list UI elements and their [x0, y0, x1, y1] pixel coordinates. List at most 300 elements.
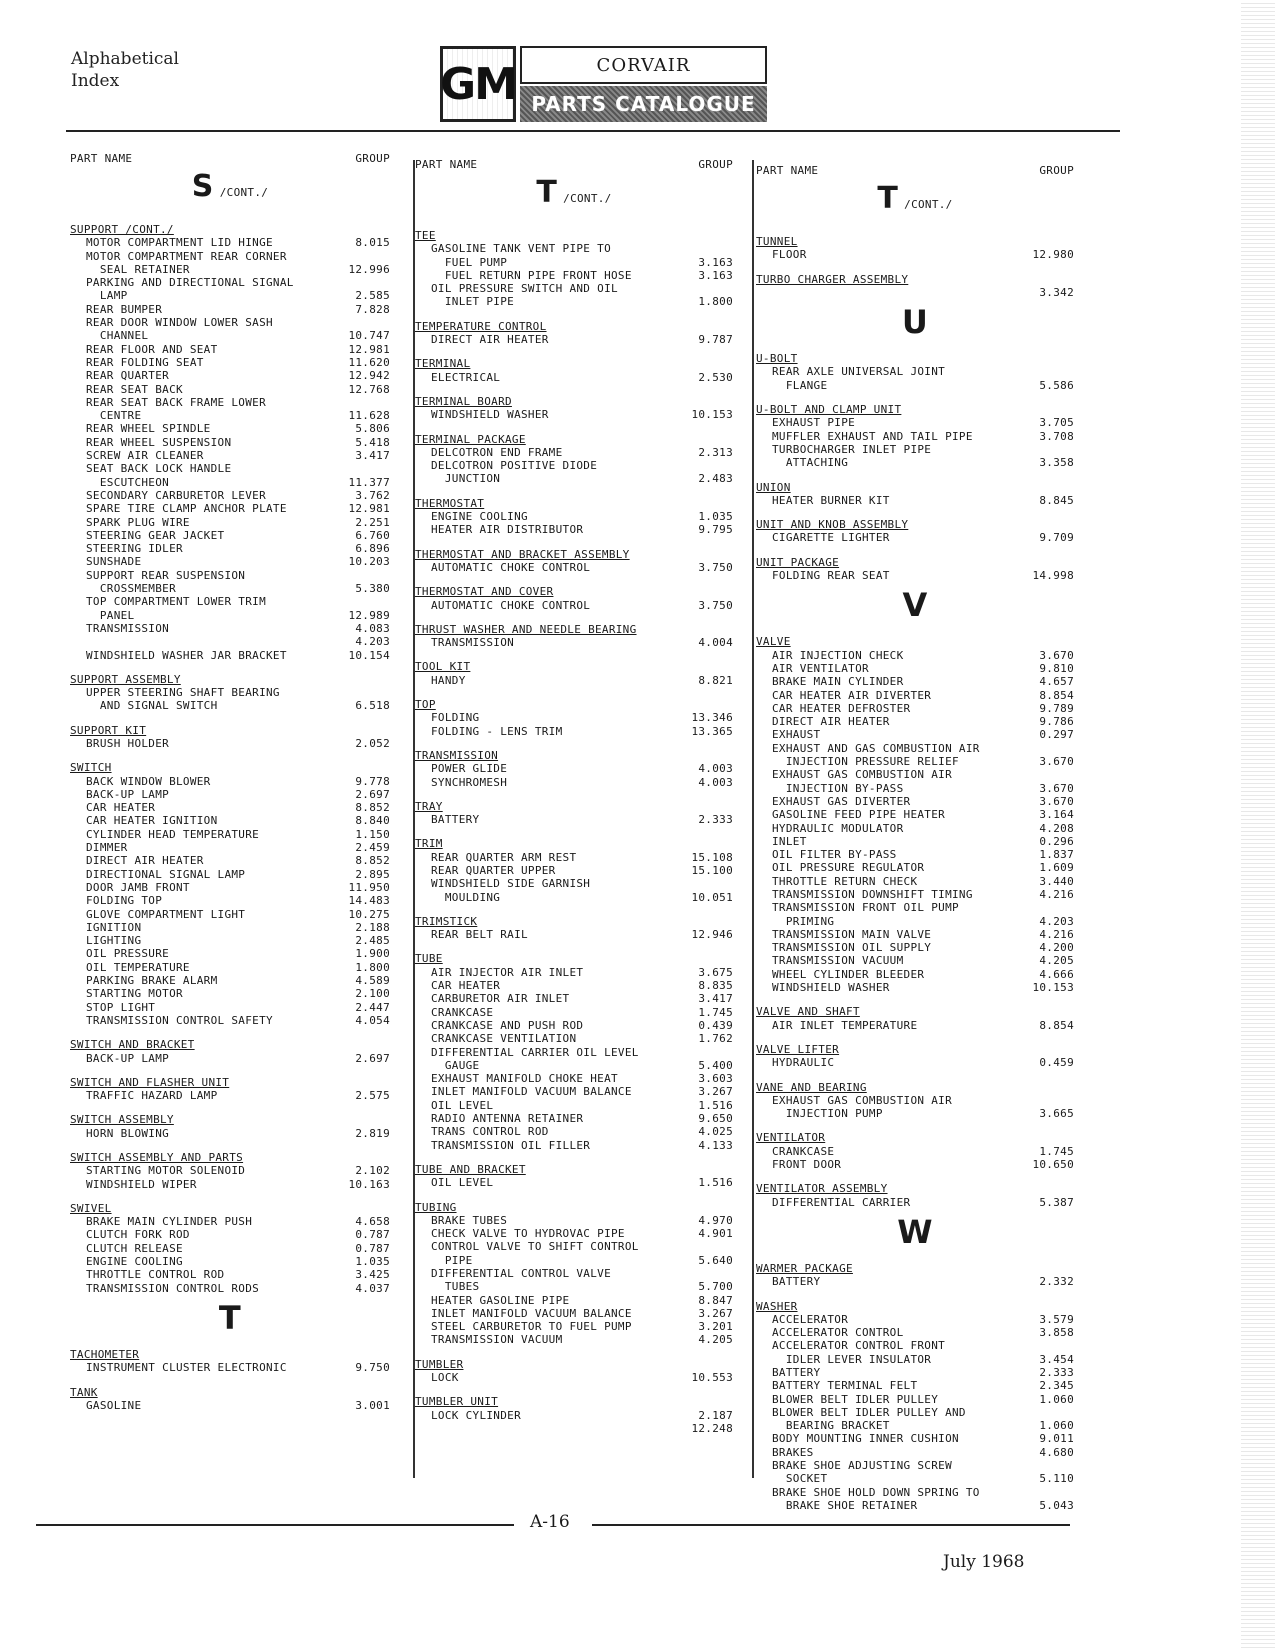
column-header	[70, 152, 390, 166]
index-row	[756, 888, 1074, 901]
section-letter	[70, 168, 390, 212]
part-name: MUFFLER EXHAUST AND TAIL PIPE	[772, 429, 973, 443]
group-number: 12.981	[348, 342, 390, 356]
part-name: BRAKE MAIN CYLINDER PUSH	[86, 1215, 253, 1229]
group-number	[334, 686, 390, 699]
index-row	[415, 269, 733, 282]
index-row	[70, 396, 390, 409]
index-row	[415, 966, 733, 979]
part-name: HYDRAULIC MODULATOR	[772, 821, 904, 835]
part-name: GAUGE	[431, 1058, 480, 1072]
index-row	[756, 1196, 1074, 1209]
group-number	[1018, 365, 1074, 378]
group-number: 4.025	[698, 1125, 733, 1139]
group-number	[1018, 1406, 1074, 1419]
index-row	[415, 1254, 733, 1267]
entry-heading: TRIMSTICK	[415, 914, 478, 928]
index-row	[756, 795, 1074, 808]
index-row	[70, 921, 390, 934]
group-number: 4.003	[698, 762, 733, 776]
group-number: 10.153	[691, 408, 733, 422]
section-letter	[756, 180, 1074, 224]
group-number: 3.762	[355, 488, 390, 502]
index-row	[70, 854, 390, 867]
index-row	[415, 371, 733, 384]
part-name: WINDSHIELD WIPER	[86, 1177, 197, 1191]
part-name: POWER GLIDE	[431, 762, 508, 776]
part-name: OIL LEVEL	[431, 1176, 494, 1190]
part-name: FUEL PUMP	[431, 255, 508, 269]
group-number: 2.697	[355, 1051, 390, 1065]
index-row	[70, 934, 390, 947]
part-name: CRANKCASE VENTILATION	[431, 1032, 577, 1046]
index-row	[415, 242, 733, 255]
group-number: 9.011	[1039, 1432, 1074, 1446]
part-name: BRAKE SHOE RETAINER	[772, 1498, 918, 1512]
part-name: LIGHTING	[86, 934, 142, 948]
index-entry-group	[415, 395, 733, 422]
index-row	[415, 1085, 733, 1098]
index-row	[70, 409, 390, 422]
group-number: 2.459	[355, 841, 390, 855]
index-row	[756, 689, 1074, 702]
group-number: 3.750	[698, 598, 733, 612]
index-row	[415, 1032, 733, 1045]
part-name: CRANKCASE AND PUSH ROD	[431, 1018, 584, 1032]
group-number: 8.015	[355, 236, 390, 250]
group-number	[1018, 1459, 1074, 1472]
index-row	[415, 1006, 733, 1019]
part-name: REAR WHEEL SPINDLE	[86, 422, 211, 436]
part-name: TRANSMISSION OIL FILLER	[431, 1138, 591, 1152]
index-entry-group	[415, 1163, 733, 1190]
part-name	[415, 1422, 431, 1435]
part-name: ESCUTCHEON	[86, 475, 170, 489]
index-row	[70, 276, 390, 289]
continued-label: /CONT./	[219, 186, 269, 199]
index-entry-group	[415, 952, 733, 1151]
group-number: 8.847	[698, 1293, 733, 1307]
group-number	[334, 396, 390, 409]
group-number: 4.200	[1039, 941, 1074, 955]
index-row	[415, 979, 733, 992]
group-number: 1.745	[1039, 1144, 1074, 1158]
group-number: 1.035	[355, 1255, 390, 1269]
group-number: 1.837	[1039, 848, 1074, 862]
group-number: 5.806	[355, 422, 390, 436]
part-name: EXHAUST	[772, 728, 821, 742]
index-row	[756, 1275, 1074, 1288]
index-row	[70, 462, 390, 475]
entry-heading: THERMOSTAT AND COVER	[415, 585, 554, 599]
group-number: 11.950	[348, 880, 390, 894]
group-number: 13.365	[691, 724, 733, 738]
part-name: REAR SEAT BACK FRAME LOWER	[86, 395, 266, 409]
index-row	[415, 256, 733, 269]
group-number: 2.251	[355, 515, 390, 529]
part-name: INLET PIPE	[431, 295, 515, 309]
index-row	[756, 715, 1074, 728]
part-name: BRUSH HOLDER	[86, 736, 170, 750]
group-number: 4.970	[698, 1213, 733, 1227]
group-number: 4.216	[1039, 887, 1074, 901]
group-number: 9.778	[355, 774, 390, 788]
part-name: EXHAUST GAS COMBUSTION AIR	[772, 1093, 952, 1107]
index-entry-group	[756, 403, 1074, 469]
part-name-label: PART NAME	[415, 158, 478, 171]
index-row	[70, 329, 390, 342]
index-column-1	[70, 152, 390, 1412]
index-row	[415, 1125, 733, 1138]
group-number: 3.001	[355, 1398, 390, 1412]
group-number: 10.203	[348, 555, 390, 569]
part-name: AUTOMATIC CHOKE CONTROL	[431, 560, 591, 574]
entry-heading: UNION	[756, 480, 791, 494]
part-name: INJECTION PUMP	[772, 1107, 883, 1121]
index-row	[756, 1158, 1074, 1171]
part-name: HEATER BURNER KIT	[772, 493, 890, 507]
entry-heading: VALVE	[756, 635, 791, 649]
group-number: 9.650	[698, 1112, 733, 1126]
index-row	[70, 422, 390, 435]
index-entry-group	[415, 698, 733, 738]
index-row	[415, 523, 733, 536]
group-number: 2.333	[698, 813, 733, 827]
part-name: INLET	[772, 834, 807, 848]
index-row	[756, 1472, 1074, 1485]
part-name: CAR HEATER IGNITION	[86, 814, 218, 828]
part-name: REAR BUMPER	[86, 302, 163, 316]
part-name: BEARING BRACKET	[772, 1419, 890, 1433]
index-entry-group	[756, 1043, 1074, 1070]
group-number: 3.201	[698, 1320, 733, 1334]
group-number: 3.750	[698, 560, 733, 574]
part-name: LOCK CYLINDER	[431, 1408, 521, 1422]
index-row	[756, 808, 1074, 821]
group-number: 4.203	[1039, 914, 1074, 928]
part-name: WINDSHIELD WASHER JAR BRACKET	[86, 648, 287, 662]
part-name: CENTRE	[86, 409, 142, 423]
group-number: 12.942	[348, 369, 390, 383]
index-entry-group	[415, 585, 733, 612]
entry-heading: TANK	[70, 1385, 98, 1399]
part-name: CYLINDER HEAD TEMPERATURE	[86, 827, 260, 841]
group-number: 9.786	[1039, 715, 1074, 729]
part-name: PARKING BRAKE ALARM	[86, 974, 218, 988]
group-number: 3.675	[698, 965, 733, 979]
index-entry-group	[415, 229, 733, 309]
group-number: 1.800	[698, 295, 733, 309]
group-number: 0.297	[1039, 728, 1074, 742]
group-number	[334, 316, 390, 329]
group-number: 10.747	[348, 329, 390, 343]
group-number: 1.800	[355, 960, 390, 974]
index-row	[756, 379, 1074, 392]
entry-heading: TEMPERATURE CONTROL	[415, 319, 547, 333]
index-row	[70, 369, 390, 382]
part-name: AIR INJECTOR AIR INLET	[431, 965, 584, 979]
group-number	[1018, 443, 1074, 456]
group-number	[677, 877, 733, 890]
index-entry-group	[756, 1081, 1074, 1121]
group-number: 4.203	[355, 635, 390, 649]
index-row	[756, 782, 1074, 795]
group-number: 12.981	[348, 502, 390, 516]
column-divider-2	[752, 160, 754, 1478]
index-row	[756, 494, 1074, 507]
index-row	[70, 476, 390, 489]
index-entry-group	[70, 761, 390, 1027]
group-number: 3.425	[355, 1268, 390, 1282]
index-row	[415, 446, 733, 459]
index-row	[70, 449, 390, 462]
group-number: 2.345	[1039, 1379, 1074, 1393]
index-row	[415, 1112, 733, 1125]
group-number: 15.108	[691, 850, 733, 864]
group-label: GROUP	[355, 152, 390, 165]
part-name: AND SIGNAL SWITCH	[86, 699, 218, 713]
entry-heading: TUBING	[415, 1200, 457, 1214]
index-row	[70, 343, 390, 356]
group-number: 3.163	[698, 268, 733, 282]
part-name: CRANKCASE	[431, 1005, 494, 1019]
group-number: 2.100	[355, 987, 390, 1001]
part-name: PRIMING	[772, 914, 835, 928]
part-name: BATTERY TERMINAL FELT	[772, 1379, 918, 1393]
part-name: EXHAUST PIPE	[772, 416, 856, 430]
part-name: RADIO ANTENNA RETAINER	[431, 1112, 584, 1126]
index-row	[756, 1406, 1074, 1419]
group-number: 15.100	[691, 863, 733, 877]
group-number	[1018, 1339, 1074, 1352]
part-name: CAR HEATER DEFROSTER	[772, 701, 911, 715]
part-name: WINDSHIELD SIDE GARNISH	[431, 877, 591, 891]
scan-edge	[1241, 0, 1275, 1651]
part-name: WINDSHIELD WASHER	[431, 408, 549, 422]
part-name: SEAL RETAINER	[86, 262, 190, 276]
part-name: HEATER AIR DISTRIBUTOR	[431, 523, 584, 537]
index-row	[70, 961, 390, 974]
index-row	[70, 775, 390, 788]
index-row	[756, 1019, 1074, 1032]
index-row	[415, 1320, 733, 1333]
part-name: GASOLINE	[86, 1398, 142, 1412]
part-name: PIPE	[431, 1253, 473, 1267]
index-row	[415, 636, 733, 649]
group-number: 0.296	[1039, 834, 1074, 848]
part-name: SUPPORT REAR SUSPENSION	[86, 568, 246, 582]
group-number: 1.060	[1039, 1392, 1074, 1406]
part-name: REAR QUARTER UPPER	[431, 863, 556, 877]
group-number: 10.650	[1032, 1158, 1074, 1172]
group-number: 4.666	[1039, 967, 1074, 981]
index-row	[70, 529, 390, 542]
part-name: THROTTLE CONTROL ROD	[86, 1268, 225, 1282]
entry-heading: SWITCH ASSEMBLY AND PARTS	[70, 1151, 244, 1164]
index-row	[70, 894, 390, 907]
index-row	[415, 1267, 733, 1280]
index-entry-group	[756, 556, 1074, 583]
group-number: 1.150	[355, 827, 390, 841]
part-name: CARBURETOR AIR INLET	[431, 992, 570, 1006]
index-row	[756, 569, 1074, 582]
group-number: 4.083	[355, 621, 390, 635]
group-number: 4.589	[355, 974, 390, 988]
part-name: CROSSMEMBER	[86, 582, 176, 596]
part-name: REAR FOLDING SEAT	[86, 355, 204, 369]
part-name: WINDSHIELD WASHER	[772, 981, 890, 995]
group-number: 1.745	[698, 1005, 733, 1019]
entry-heading: SUPPORT /CONT./	[70, 223, 174, 236]
part-name: BLOWER BELT IDLER PULLEY	[772, 1392, 939, 1406]
group-number: 1.609	[1039, 861, 1074, 875]
group-number: 2.530	[698, 370, 733, 384]
index-row	[70, 569, 390, 582]
index-row	[70, 436, 390, 449]
entry-heading: THERMOSTAT	[415, 496, 485, 510]
entry-heading: TERMINAL PACKAGE	[415, 432, 526, 446]
index-row	[415, 1294, 733, 1307]
part-name: THROTTLE RETURN CHECK	[772, 874, 918, 888]
part-name: EXHAUST GAS DIVERTER	[772, 794, 911, 808]
group-number: 3.440	[1039, 874, 1074, 888]
part-name: SPARE TIRE CLAMP ANCHOR PLATE	[86, 502, 287, 516]
index-heading-line1: Alphabetical	[71, 49, 179, 69]
index-row	[415, 561, 733, 574]
index-row	[756, 1393, 1074, 1406]
entry-heading: TUMBLER UNIT	[415, 1395, 499, 1409]
group-number: 6.896	[355, 542, 390, 556]
index-row	[70, 1255, 390, 1268]
index-row	[415, 762, 733, 775]
group-number: 2.333	[1039, 1366, 1074, 1379]
group-number	[334, 595, 390, 608]
index-row	[70, 788, 390, 801]
group-number: 0.787	[355, 1241, 390, 1255]
group-number	[334, 250, 390, 263]
index-row	[70, 841, 390, 854]
section-letter: U	[901, 303, 929, 342]
index-row	[415, 891, 733, 904]
index-row	[70, 947, 390, 960]
continued-label: /CONT./	[904, 198, 953, 211]
group-number: 1.035	[698, 510, 733, 524]
index-entry-group	[756, 481, 1074, 508]
group-number: 2.585	[355, 289, 390, 303]
part-name: OIL PRESSURE SWITCH AND OIL	[431, 282, 618, 296]
part-name: CAR HEATER AIR DIVERTER	[772, 688, 932, 702]
group-number: 3.670	[1039, 755, 1074, 769]
part-name: SEAT BACK LOCK HANDLE	[86, 462, 232, 476]
part-name: ACCELERATOR CONTROL	[772, 1326, 904, 1340]
part-name: DELCOTRON POSITIVE DIODE	[431, 459, 598, 473]
index-row	[415, 1227, 733, 1240]
entry-heading: SUPPORT KIT	[70, 723, 147, 737]
index-row	[756, 1499, 1074, 1512]
entry-heading: WARMER PACKAGE	[756, 1261, 853, 1275]
part-name: STEERING IDLER	[86, 542, 183, 556]
part-name: BACK WINDOW BLOWER	[86, 774, 211, 788]
part-name: DOOR JAMB FRONT	[86, 880, 190, 894]
index-row	[70, 316, 390, 329]
group-number: 12.768	[348, 382, 390, 396]
index-row	[415, 992, 733, 1005]
group-number: 9.810	[1039, 661, 1074, 675]
group-number: 10.154	[348, 648, 390, 662]
part-name: LAMP	[86, 289, 128, 303]
group-number: 9.709	[1039, 531, 1074, 545]
part-name: EXHAUST AND GAS COMBUSTION AIR	[772, 741, 980, 755]
part-name: REAR SEAT BACK	[86, 382, 183, 396]
index-entry-group	[756, 635, 1074, 994]
group-number: 3.708	[1039, 429, 1074, 443]
entry-heading: U-BOLT	[756, 352, 798, 366]
group-number: 5.043	[1039, 1498, 1074, 1512]
index-row	[70, 622, 390, 635]
group-number: 6.760	[355, 528, 390, 542]
index-row	[415, 1307, 733, 1320]
group-number: 12.980	[1032, 248, 1074, 262]
index-row	[756, 1326, 1074, 1339]
part-name: OIL PRESSURE	[86, 947, 170, 961]
group-number: 10.153	[1032, 981, 1074, 995]
group-number: 8.852	[355, 801, 390, 815]
index-row	[415, 1371, 733, 1384]
index-row	[415, 928, 733, 941]
part-name: ATTACHING	[772, 456, 849, 470]
group-number	[334, 462, 390, 475]
group-number: 4.216	[1039, 927, 1074, 941]
part-name: INLET MANIFOLD VACUUM BALANCE	[431, 1085, 632, 1099]
group-number: 10.163	[348, 1177, 390, 1191]
part-name: BRAKE SHOE HOLD DOWN SPRING TO	[772, 1485, 980, 1499]
index-entry-group	[756, 235, 1074, 262]
index-row	[756, 928, 1074, 941]
index-row	[756, 1432, 1074, 1445]
index-row	[70, 635, 390, 648]
group-number: 2.188	[355, 920, 390, 934]
index-row	[756, 768, 1074, 781]
entry-heading: SUPPORT ASSEMBLY	[70, 672, 181, 686]
part-name: DIMMER	[86, 841, 128, 855]
part-name: DIFFERENTIAL CARRIER OIL LEVEL	[431, 1045, 639, 1059]
index-row	[70, 1268, 390, 1281]
index-row	[70, 1361, 390, 1374]
part-name: AIR INJECTION CHECK	[772, 648, 904, 662]
group-number: 4.208	[1039, 821, 1074, 835]
part-name: INLET MANIFOLD VACUUM BALANCE	[431, 1306, 632, 1320]
index-row	[70, 686, 390, 699]
group-number: 8.840	[355, 814, 390, 828]
index-entry-group	[70, 1202, 390, 1295]
index-row	[756, 443, 1074, 456]
group-number: 5.400	[698, 1058, 733, 1072]
index-heading	[71, 48, 179, 92]
group-number: 12.996	[348, 262, 390, 276]
index-row	[415, 1333, 733, 1346]
index-entry-group	[70, 724, 390, 751]
index-row	[756, 822, 1074, 835]
index-row	[70, 555, 390, 568]
part-name: LOCK	[431, 1371, 459, 1385]
group-number	[334, 569, 390, 582]
part-name: BLOWER BELT IDLER PULLEY AND	[772, 1405, 966, 1419]
part-name: DIRECT AIR HEATER	[772, 715, 890, 729]
index-row	[70, 814, 390, 827]
entry-heading: VALVE LIFTER	[756, 1042, 840, 1056]
index-row	[756, 365, 1074, 378]
index-row	[70, 801, 390, 814]
